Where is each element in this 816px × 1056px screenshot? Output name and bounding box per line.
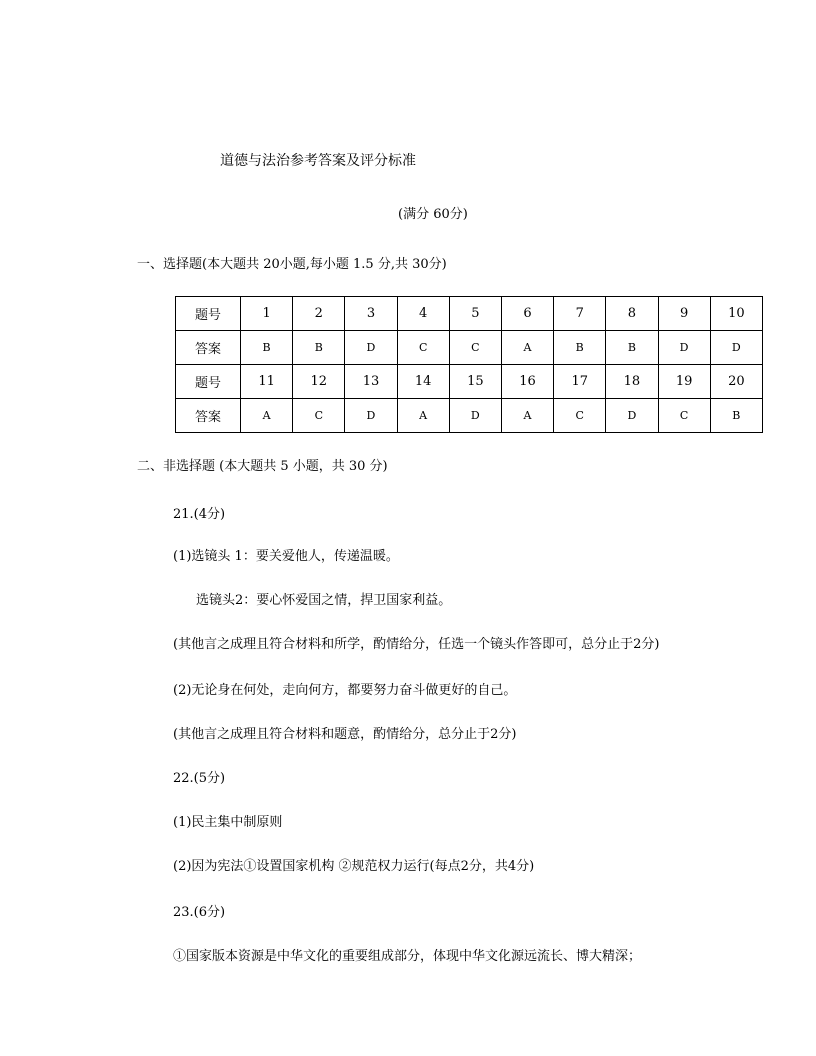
answer-line: (2)无论身在何处，走向何方，都要努力奋斗做更好的自己。	[173, 683, 517, 698]
answer-cell: C	[658, 399, 710, 433]
question-number: 14	[397, 365, 449, 399]
scoring-note: (其他言之成理且符合材料和所学，酌情给分，任选一个镜头作答即可，总分止于2分)	[173, 637, 660, 652]
question-number: 9	[658, 297, 710, 331]
answer-line: (1)民主集中制原则	[173, 815, 283, 830]
answer-cell: D	[658, 331, 710, 365]
question-22-heading: 22.(5分)	[173, 771, 226, 786]
question-number: 5	[449, 297, 501, 331]
answer-cell: B	[293, 331, 345, 365]
question-number: 17	[554, 365, 606, 399]
question-number: 15	[449, 365, 501, 399]
row-label: 答案	[176, 331, 241, 365]
answer-line: ①国家版本资源是中华文化的重要组成部分，体现中华文化源远流长、博大精深；	[173, 949, 642, 964]
answer-cell: D	[606, 399, 658, 433]
table-row	[176, 365, 763, 399]
full-score-note: (满分 60分)	[398, 207, 468, 222]
question-number: 10	[710, 297, 762, 331]
row-label: 题号	[176, 297, 241, 331]
question-number: 3	[345, 297, 397, 331]
answer-line: (2)因为宪法①设置国家机构 ②规范权力运行(每点2分，共4分)	[173, 859, 535, 874]
answer-cell: B	[241, 331, 293, 365]
row-label: 答案	[176, 399, 241, 433]
answer-cell: D	[345, 331, 397, 365]
answer-cell: A	[501, 331, 553, 365]
table-row	[176, 297, 763, 331]
scoring-note: (其他言之成理且符合材料和题意，酌情给分，总分止于2分)	[173, 727, 517, 742]
question-23-heading: 23.(6分)	[173, 905, 226, 920]
table-row	[176, 399, 763, 433]
answer-cell: C	[293, 399, 345, 433]
question-number: 13	[345, 365, 397, 399]
document-title: 道德与法治参考答案及评分标准	[220, 153, 416, 169]
answer-table	[175, 296, 763, 433]
answer-cell: B	[554, 331, 606, 365]
question-number: 4	[397, 297, 449, 331]
question-21-heading: 21.(4分)	[173, 507, 226, 522]
answer-line: 选镜头2：要心怀爱国之情，捍卫国家利益。	[196, 593, 452, 608]
answer-cell: D	[710, 331, 762, 365]
table-row	[176, 331, 763, 365]
answer-cell: C	[554, 399, 606, 433]
question-number: 19	[658, 365, 710, 399]
answer-cell: C	[449, 331, 501, 365]
section-1-heading: 一、选择题(本大题共 20小题,每小题 1.5 分,共 30分)	[137, 257, 447, 272]
answer-cell: A	[501, 399, 553, 433]
question-number: 7	[554, 297, 606, 331]
question-number: 16	[501, 365, 553, 399]
question-number: 20	[710, 365, 762, 399]
question-number: 6	[501, 297, 553, 331]
question-number: 12	[293, 365, 345, 399]
question-number: 1	[241, 297, 293, 331]
answer-line: (1)选镜头 1：要关爱他人，传递温暖。	[173, 549, 399, 564]
answer-cell: C	[397, 331, 449, 365]
row-label: 题号	[176, 365, 241, 399]
answer-cell: A	[241, 399, 293, 433]
question-number: 8	[606, 297, 658, 331]
answer-cell: A	[397, 399, 449, 433]
question-number: 18	[606, 365, 658, 399]
question-number: 2	[293, 297, 345, 331]
answer-cell: D	[345, 399, 397, 433]
section-2-heading: 二、非选择题 (本大题共 5 小题，共 30 分)	[137, 459, 388, 474]
answer-cell: B	[606, 331, 658, 365]
answer-cell: D	[449, 399, 501, 433]
answer-cell: B	[710, 399, 762, 433]
question-number: 11	[241, 365, 293, 399]
